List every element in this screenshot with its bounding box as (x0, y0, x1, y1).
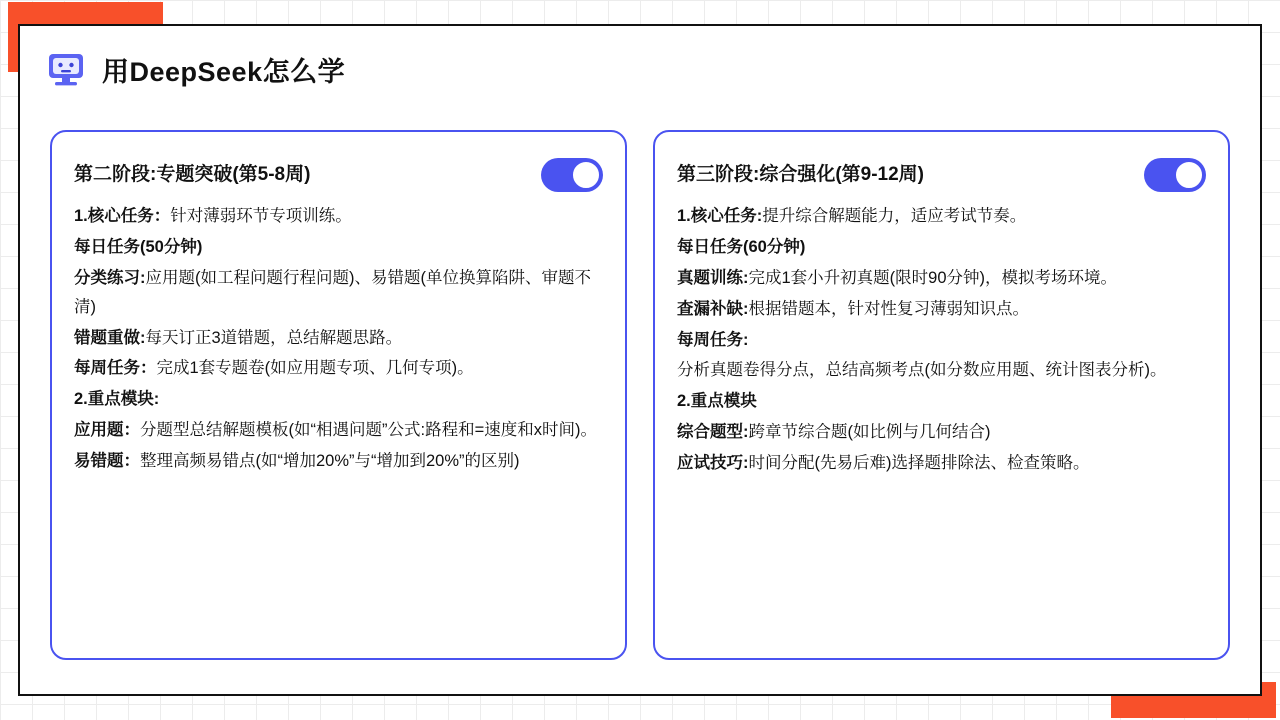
list-item-label: 综合题型: (677, 423, 749, 442)
list-item-text: 根据错题本，针对性复习薄弱知识点。 (748, 299, 1029, 318)
list-item-label: 1.核心任务: (677, 207, 763, 225)
list-item-label: 每日任务(50分钟) (74, 237, 203, 256)
toggle-knob (571, 160, 601, 190)
panel-title: 第三阶段:综合强化(第9-12周) (677, 163, 925, 185)
list-item-text: 分题型总结解题模板(如“相遇问题”公式:路程和=速度和x时间)。 (140, 421, 597, 440)
list-item (74, 264, 603, 322)
list-item-text: 每天订正3道错题，总结解题思路。 (145, 328, 403, 347)
list-item-label: 每日任务(60分钟) (677, 237, 806, 256)
panel-columns (20, 130, 1260, 660)
list-item-label: 1.核心任务： (74, 207, 171, 225)
list-item (677, 387, 1206, 416)
list-item-label: 应试技巧: (677, 454, 749, 472)
list-item-label: 2.重点模块 (677, 392, 757, 411)
list-item (677, 233, 1206, 262)
panel-toggle[interactable] (541, 158, 603, 192)
list-item (677, 418, 1206, 447)
list-item (74, 447, 603, 476)
list-item-text: 时间分配(先易后难)选择题排除法、检查策略。 (748, 454, 1090, 472)
list-item-label: 查漏补缺: (677, 299, 749, 318)
list-item (677, 202, 1206, 231)
list-item-label: 错题重做: (74, 328, 146, 347)
panel-title: 第二阶段:专题突破(第5-8周) (74, 163, 311, 185)
list-item-text: 分析真题卷得分点，总结高频考点(如分数应用题、统计图表分析)。 (677, 361, 1167, 380)
list-item-label: 易错题： (74, 452, 140, 470)
list-item (677, 326, 1206, 355)
computer-icon (44, 47, 88, 91)
header (20, 26, 1260, 112)
list-item (677, 356, 1206, 385)
list-item-label: 真题训练: (677, 268, 749, 287)
list-item (677, 264, 1206, 293)
list-item-label: 每周任务: (677, 330, 749, 349)
panel-header (677, 158, 1206, 192)
list-item-text: 整理高频易错点(如“增加20%”与“增加到20%”的区别) (140, 452, 520, 470)
list-item (677, 449, 1206, 478)
list-item (74, 233, 603, 262)
panel-header (74, 158, 603, 192)
list-item-label: 应用题： (74, 421, 140, 440)
list-item (74, 354, 603, 383)
page-title: 用DeepSeek怎么学 (102, 56, 346, 87)
content-card (18, 24, 1262, 696)
list-item-text: 完成1套小升初真题(限时90分钟)，模拟考场环境。 (748, 268, 1118, 287)
list-item (74, 385, 603, 414)
list-item-label: 分类练习: (74, 268, 146, 287)
list-item (74, 202, 603, 231)
list-item-text: 应用题(如工程问题行程问题)、易错题(单位换算陷阱、审题不清) (74, 268, 591, 316)
panel-stage-two (50, 130, 627, 660)
list-item-text: 提升综合解题能力，适应考试节奏。 (762, 207, 1027, 225)
list-item (677, 295, 1206, 324)
list-item-text: 完成1套专题卷(如应用题专项、几何专项)。 (156, 359, 474, 378)
toggle-knob (1174, 160, 1204, 190)
panel-stage-three (653, 130, 1230, 660)
list-item (74, 324, 603, 353)
list-item-label: 2.重点模块: (74, 390, 160, 409)
panel-toggle[interactable] (1144, 158, 1206, 192)
list-item-text: 跨章节综合题(如比例与几何结合) (748, 423, 991, 442)
list-item-text: 针对薄弱环节专项训练。 (170, 207, 352, 225)
list-item (74, 416, 603, 445)
list-item-label: 每周任务： (74, 359, 157, 378)
